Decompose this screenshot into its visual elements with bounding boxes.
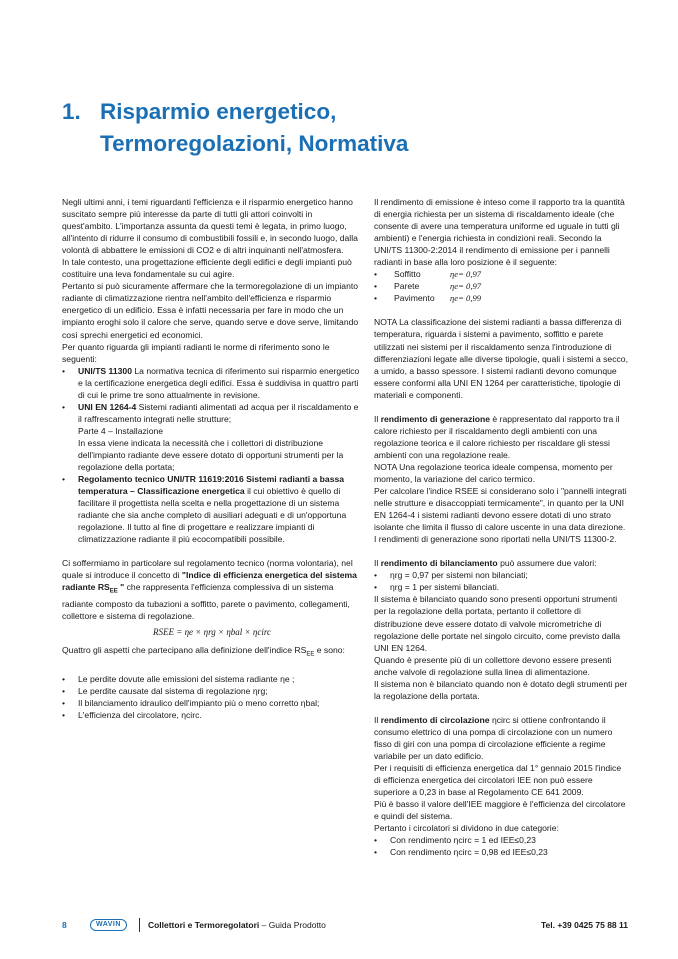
list-item xyxy=(374,581,628,593)
list-text: ηrg = 0,97 per sistemi non bilanciati; xyxy=(390,570,528,581)
document-title-bold: Collettori e Termoregolatori xyxy=(147,920,260,930)
list-item xyxy=(374,846,628,858)
text-run: Ci soffermiamo in particolare sul regolamento tecnico (norma volontaria), nel quale si introduce il concetto di xyxy=(62,558,353,581)
paragraph: Negli ultimi anni, i temi riguardanti l'efficienza e il risparmio energetico hanno suscitato sempre più interesse da parte di tutti gli attori coinvolti in quest'ambito. L'importanza assunta da questi temi è legata, in primo luogo, all'intento di ridurre il consumo di combustibili fossili e, in secondo luogo, dalla volontà di abbattere le emissioni di CO2 e di altri inquinanti nell'atmosfera. xyxy=(62,197,358,256)
bullet-icon: • xyxy=(62,365,66,376)
title-line-2: Termoregolazioni, Normativa xyxy=(100,131,409,156)
text-run: può assumere due valori: xyxy=(497,558,597,569)
list-text: Con rendimento ηcirc = 1 ed IEE≤0,23 xyxy=(390,835,536,846)
subscript: EE xyxy=(306,652,315,659)
bullet-icon: • xyxy=(374,835,378,846)
bold-run: "Indice di efficienza energetica del sistema radiante RS xyxy=(62,570,357,593)
note: NOTA Una regolazione teorica ideale compensa, momento per momento, la variazione del carico termico. xyxy=(374,461,613,484)
list-text: L'efficienza del circolatore, ηcirc. xyxy=(78,710,202,721)
list-subtext: In essa viene indicata la necessità che i collettori di distribuzione dell'impianto radiante deve essere dotato di opportuni strumenti per la regolazione della portata; xyxy=(78,437,344,473)
paragraph: Per quanto riguarda gli impianti radianti le norme di riferimento sono le seguenti: xyxy=(62,341,330,364)
list-subtext: Parte 4 – Installazione xyxy=(78,425,164,436)
wavin-logo: WAVIN xyxy=(90,919,127,931)
paragraph: Quando è presente più di un collettore devono essere presenti anche valvole di regolazione sulla linea di alimentazione. xyxy=(374,654,612,677)
paragraph: In tale contesto, una progettazione efficiente degli edifici e degli impianti può costituire una leva fondamentale su cui agire. xyxy=(62,257,352,280)
text-run: Il xyxy=(374,714,381,725)
paragraph: Pertanto si può sicuramente affermare che la termoregolazione di un impianto radiante di climatizzazione rientra nell'ambito dell'efficienza e risparmio energetico di un edificio. Essa è infatti necessaria per fare in modo che un impianto eroghi solo il calore che serve, quando serve e dove serve, limitando così sprechi energetici ed economici. xyxy=(62,281,359,340)
bullet-icon: • xyxy=(374,293,378,304)
paragraph xyxy=(374,557,628,569)
footer-divider xyxy=(139,918,140,932)
bullet-icon: • xyxy=(62,474,66,485)
list-text: Con rendimento ηcirc = 0,98 ed IEE≤0,23 xyxy=(390,847,548,858)
page-number: 8 xyxy=(62,920,67,930)
norm-desc: il cui obiettivo è quello di facilitare il progettista nella scelta e nella progettazione di un sistema radiante che sia anche completo di ausiliari adeguati e di un'opportuna regolazione. Il tutto al fine di progettare e realizzare impianti di climatizzazione radiante il più ecocompatibili possibile. xyxy=(78,486,347,545)
list-item xyxy=(62,365,362,401)
page-title xyxy=(62,96,622,160)
list-item xyxy=(62,709,362,721)
bullet-icon: • xyxy=(374,281,378,292)
text-run: che rappresenta l'efficienza complessiva di un sistema radiante composto da tubazioni a soffitto, parete o pavimento, collegamenti, collettore e sistema di regolazione. xyxy=(62,582,350,622)
paragraph: Per i requisiti di efficienza energetica dal 1° gennaio 2015 l'indice di efficienza energetica dei circolatori IEE non può essere superiore a 0,23 in base al Regolamento CE 641 2009. xyxy=(374,763,622,798)
text-run: Il xyxy=(374,413,381,424)
bullet-icon: • xyxy=(62,686,66,697)
document-title xyxy=(148,920,326,930)
paragraph xyxy=(62,557,362,622)
bullet-icon: • xyxy=(374,570,378,581)
page-footer xyxy=(62,918,628,932)
title-line-1: Risparmio energetico, xyxy=(100,99,337,124)
list-item xyxy=(374,280,628,292)
list-text: ηrg = 1 per sistemi bilanciati. xyxy=(390,582,500,593)
list-item xyxy=(374,268,628,280)
right-column xyxy=(374,196,628,858)
bullet-icon: • xyxy=(62,710,66,721)
text-run: ηcirc si ottiene confrontando il consumo elettrico di una pompa di circolazione con un numero fisso di giri con una pompa di circolazione efficiente a regime variabile per un dato edificio. xyxy=(374,714,613,761)
list-text: Le perdite causate dal sistema di regolazione ηrg; xyxy=(78,686,268,697)
bold-run: rendimento di generazione xyxy=(380,413,491,424)
paragraph xyxy=(374,413,628,461)
efficiency-value: ηe= 0,97 xyxy=(450,269,482,280)
norm-desc: La normativa tecnica di riferimento sui risparmio energetico e la certificazione energetica degli edifici. Essa è suddivisa in quattro parti di cui le prime tre sono attualmente in revisione. xyxy=(78,365,360,400)
list-item xyxy=(62,697,362,709)
list-text: Le perdite dovute alle emissioni del sistema radiante ηe ; xyxy=(78,674,295,685)
list-item xyxy=(374,292,628,304)
bullet-icon: • xyxy=(374,582,378,593)
position-label: Soffitto xyxy=(394,269,421,280)
document-title-rest: – Guida Prodotto xyxy=(259,920,326,930)
norm-name: Regolamento tecnico UNI/TR 11619:2016 Sistemi radianti a bassa temperatura – Classificazione energetica xyxy=(78,474,345,497)
bullet-icon: • xyxy=(374,269,378,280)
bullet-icon: • xyxy=(62,401,66,412)
paragraph: Il rendimento di emissione è inteso come il rapporto tra la quantità di energia richiesta per un sistema di riscaldamento ideale (che consente di avere una temperatura uniforme ed uguale in tutti gli ambienti) e l'energia richiesta in condizioni reali. Secondo la UNI/TS 11300-2:2014 il rendimento di emissione per i pannelli radianti in base alla loro posizione è il seguente: xyxy=(374,197,625,268)
text-run: Il xyxy=(374,558,381,569)
bold-run: " xyxy=(117,582,125,593)
list-item xyxy=(62,401,362,425)
bold-run: rendimento di bilanciamento xyxy=(380,558,498,569)
text-run: Quattro gli aspetti che partecipano alla definizione dell'indice RS xyxy=(62,645,307,656)
formula: RSEE = ηe × ηrg × ηbal × ηcirc xyxy=(153,627,271,638)
list-item xyxy=(62,685,362,697)
list-item xyxy=(374,834,628,846)
norm-name: UNI/TS 11300 xyxy=(78,365,132,376)
paragraph: Più è basso il valore dell'IEE maggiore è l'efficienza del circolatore e quindi del sistema. xyxy=(374,799,626,822)
norm-desc: Sistemi radianti alimentati ad acqua per il riscaldamento e il raffrescamento integrati nelle strutture; xyxy=(78,401,359,424)
efficiency-value: ηe= 0,99 xyxy=(450,293,482,304)
paragraph: Il sistema non è bilanciato quando non è dotato degli strumenti per la regolazione della portata. xyxy=(374,678,628,701)
text-run: è rappresentato dal rapporto tra il calore richiesto per il riscaldamento degli ambienti con una regolazione teorica e il calore richiesto per riscaldare gli stessi ambienti con una regolazione reale. xyxy=(374,413,620,460)
position-label: Pavimento xyxy=(394,293,435,304)
efficiency-value: ηe= 0,97 xyxy=(450,281,482,292)
bold-run: rendimento di circolazione xyxy=(380,714,490,725)
list-item xyxy=(374,569,628,581)
list-text: Il bilanciamento idraulico dell'impianto più o meno corretto ηbal; xyxy=(78,698,320,709)
bullet-icon: • xyxy=(62,674,66,685)
list-item xyxy=(62,473,362,545)
norm-name: UNI EN 1264-4 xyxy=(78,401,137,412)
text-run: e sono: xyxy=(314,645,345,656)
position-label: Parete xyxy=(394,281,420,292)
bullet-icon: • xyxy=(374,847,378,858)
left-column xyxy=(62,196,362,721)
chapter-number: 1. xyxy=(62,99,81,124)
subscript: EE xyxy=(109,589,118,596)
paragraph xyxy=(374,714,628,762)
phone-number: Tel. +39 0425 75 88 11 xyxy=(540,920,628,930)
note: NOTA La classificazione dei sistemi radianti a bassa differenza di temperatura, riguarda i sistemi a pavimento, soffitto e parete utilizzati nei sistemi per il riscaldamento senza l'introduzione di differenziazioni legate alle diverse tipologie, quali i sistemi a secco, a umido, a basso spessore. I sistemi radianti devono comunque essere conformi alla UNI EN 1264 per caratteristiche, tipologie di materiali e componenti. xyxy=(374,317,628,400)
paragraph: Per calcolare l'indice RSEE si considerano solo i "pannelli integrati nelle strutture e disaccoppiati termicamente", in quanto per la UNI EN 1264-4 i sistemi radianti devono essere dotati di uno strato isolante che limita il flusso di calore uscente in una data direzione. I rendimenti di generazione sono riportati nella UNI/TS 11300-2. xyxy=(374,486,627,545)
list-item xyxy=(62,673,362,685)
paragraph xyxy=(62,644,362,661)
paragraph: Il sistema è bilanciato quando sono presenti opportuni strumenti per la regolazione della portata, pertanto il collettore di distribuzione deve essere dotato di valvole micrometriche di regolazione delle portate nel singolo circuito, come previsto dalla UNI EN 1264. xyxy=(374,594,621,653)
paragraph: Pertanto i circolatori si dividono in due categorie: xyxy=(374,823,559,834)
bullet-icon: • xyxy=(62,698,66,709)
